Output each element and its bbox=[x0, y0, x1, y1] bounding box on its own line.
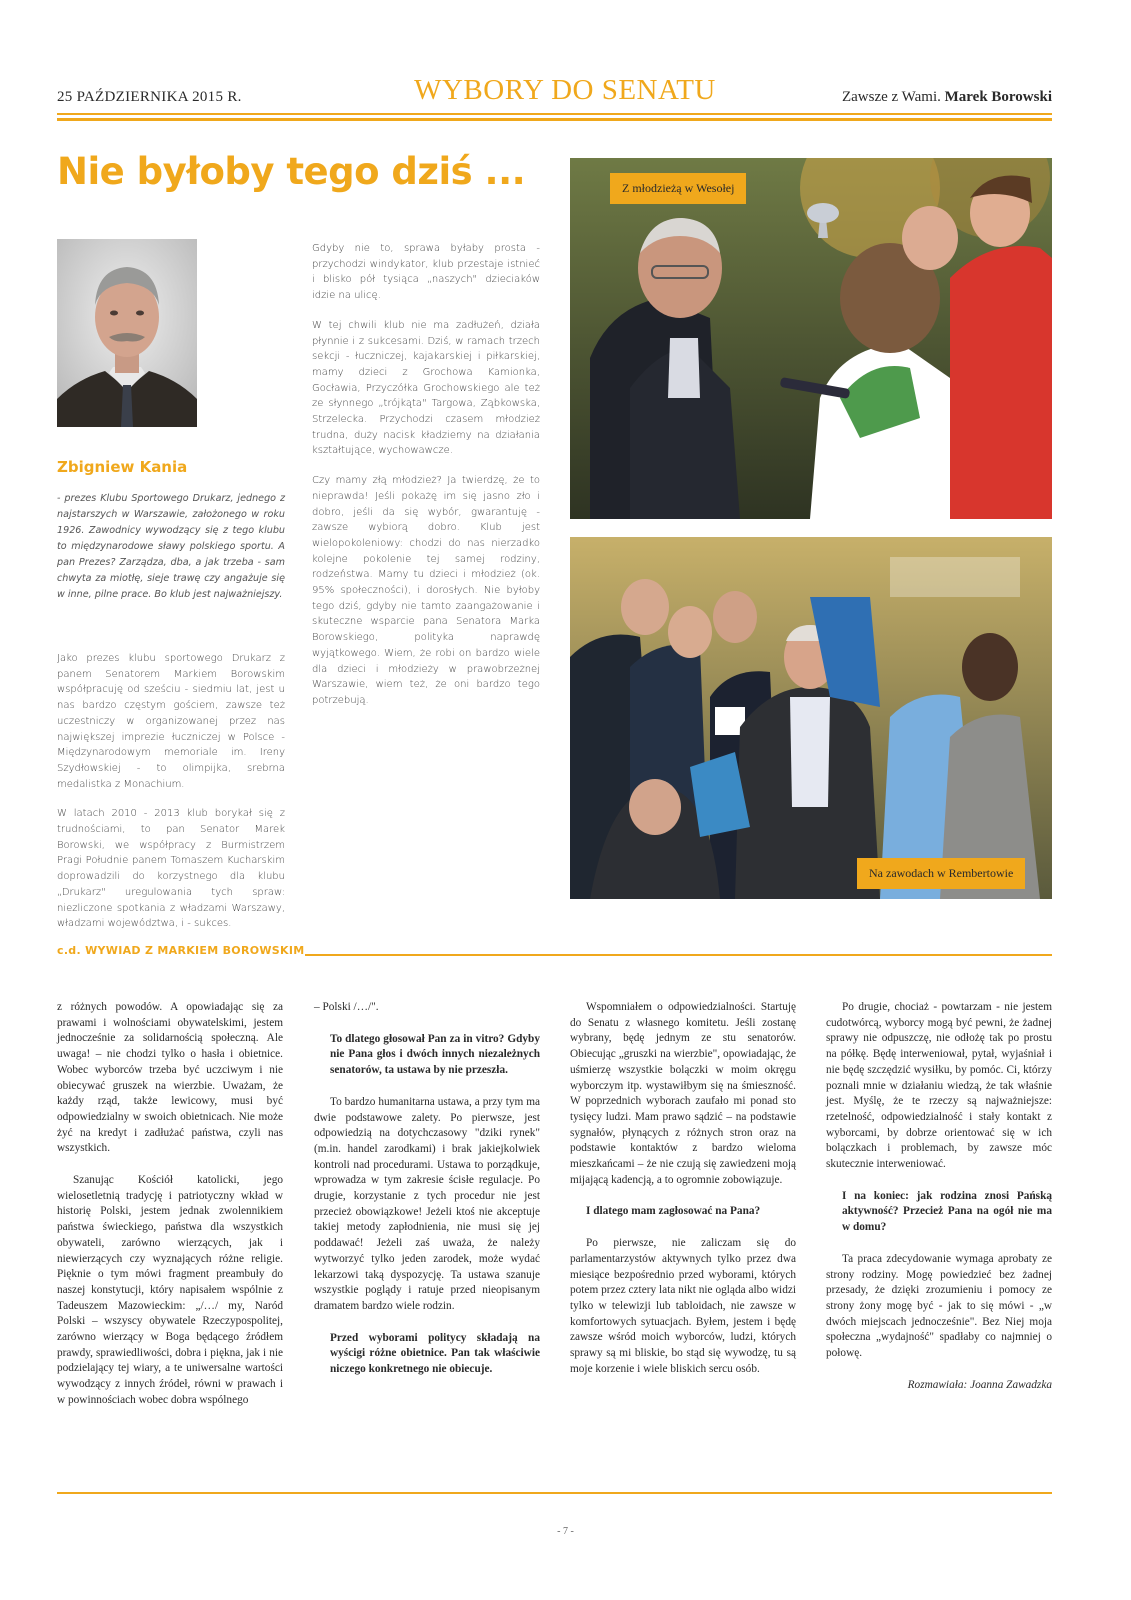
photo-caption-wesola: Z młodzieżą w Wesołej bbox=[610, 173, 746, 204]
interview-question: I na koniec: jak rodzina znosi Pańską aktywność? Przecież Pana na ogół nie ma w domu? bbox=[842, 1189, 1052, 1234]
interview-column-2 bbox=[314, 1000, 540, 1394]
interview-question: I dlatego mam zagłosować na Pana? bbox=[586, 1205, 761, 1218]
footer-rule bbox=[57, 1492, 1052, 1494]
interview-question: Przed wyborami politycy składają na wyścigi różne obietnice. Pan tak właściwie niczego konkretnego nie obiecuje. bbox=[330, 1331, 540, 1376]
article-column-2 bbox=[312, 241, 540, 723]
slogan-name: Marek Borowski bbox=[944, 89, 1052, 105]
paragraph: W tej chwili klub nie ma zadłużeń, działa płynnie i z sukcesami. Dziś, w ramach trzech sekcji - łuczniczej, kajakarskiej i piłkarskiej, mamy dzieci z Grochowa Kamionka, Gocławia, Przyczółka Grochowskiego ale też ze słynnego „trójkąta" Targowa, Ząbkowska, Strzelecka. Przychodzi czasem młodzież trudna, duży nacisk kładziemy na działania kształtujące, wychowawcze. bbox=[312, 319, 540, 457]
paragraph: Szanując Kościół katolicki, jego wielosetletnią tradycję i patriotyczny wkład w historię Polski, jestem jednak zwolennikiem państwa świeckiego, państwa dla wszystkich obywateli, zarówno wierzących, jak i niewierzących czy wyznających różne religie. Pięknie o tym mówi fragment preambuły do naszej konstytucji, który napisałem wspólnie z Tadeuszem Mazowieckim: „/…/ my, Naród Polski – wszyscy obywatele Rzeczypospolitej, zarówno wierzący w Boga będącego źródłem prawdy, sprawiedliwości, dobra i piękna, jak i nie podzielający tej wiary, a te uniwersalne wartości wywodzący z innych źródeł, równi w prawach i w powinnościach wobec dobra wspólnego bbox=[57, 1174, 283, 1406]
paragraph: Jako prezes klubu sportowego Drukarz z panem Senatorem Markiem Borowskim współpracuję od sześciu - siedmiu lat, jest u nas bardzo częstym gościem, zawsze też uczestniczy w organizowanej przez nas największej imprezie łuczniczej w Polsce - Międzynarodowym memoriale im. Ireny Szydłowskiej - to olimpijka, srebrna medalistka z Monachium. bbox=[57, 653, 285, 790]
header-rule-thick bbox=[57, 118, 1052, 121]
paragraph: – Polski /…/". bbox=[314, 1001, 379, 1013]
paragraph: Po pierwsze, nie zaliczam się do parlamentarzystów aktywnych tylko przez dwa miesiące bezpośrednio przed wyborami, których potem przez cztery lata nikt nie ogląda albo widzi tylko w telewizji lub tabloidach, nie zawsze w komfortowych sytuacjach. Byłem, jestem i będę zawsze wśród moich wyborców, ludzi, których sprawy są mi bliskie, bo stąd się wywodzę, tu są moje korzenie i wiele bliskich sercu osób. bbox=[570, 1237, 796, 1375]
article-headline: Nie byłoby tego dziś ... bbox=[57, 150, 526, 193]
interview-column-3 bbox=[570, 1000, 796, 1393]
author-bio: - prezes Klubu Sportowego Drukarz, jednego z najstarszych w Warszawie, założonego w roku 1926. Zawodnicy wywodzący się z tego klubu to międzynarodowe sławy polskiego sportu. A pan Prezes? Zarządza, dba, a jak trzeba - sam chwyta za miotłę, sieje trawę czy angażuje się w inne, pilne prace. Bo klub jest najważniejszy. bbox=[57, 493, 285, 600]
photo-wesola bbox=[570, 158, 1052, 519]
continuation-label: c.d. WYWIAD Z MARKIEM BOROWSKIM bbox=[57, 944, 305, 957]
section-title: WYBORY DO SENATU bbox=[414, 74, 716, 106]
interviewer-signature: Rozmawiała: Joanna Zawadzka bbox=[907, 1378, 1052, 1391]
issue-date: 25 PAŹDZIERNIKA 2015 R. bbox=[57, 89, 242, 105]
page-number: - 7 - bbox=[557, 1526, 574, 1537]
author-name: Zbigniew Kania bbox=[57, 458, 188, 476]
paragraph: Ta praca zdecydowanie wymaga aprobaty ze strony rodziny. Mogę powiedzieć bez żadnej przesady, że dzięki zrozumieniu i pomocy ze strony żony mogę być - jak to się mówi - „w dwóch miejscach jednocześnie". Bez Niej moja społeczna „wydajność" spadłaby co najmniej o połowę. bbox=[826, 1252, 1052, 1360]
slogan-prefix: Zawsze z Wami. bbox=[841, 89, 941, 105]
photo-caption-rembertow: Na zawodach w Rembertowie bbox=[857, 858, 1025, 889]
paragraph: Gdyby nie to, sprawa byłaby prosta - przychodzi windykator, klub przestaje istnieć i blisko pół tysiąca „naszych" dzieciaków idzie na ulicę. bbox=[312, 243, 540, 302]
paragraph: z różnych powodów. A opowiadając się za prawami i wolnościami obywatelskimi, jestem jednocześnie za solidarnością społeczną. Ale uwaga! – nie chodzi tylko o hasła i obietnice. Wobec wyborców trzeba być uczciwym i nie obiecywać gruszek na wierzbie. Uważam, że każdy rząd, także lewicowy, musi być odpowiedzialny w swoich obietnicach. Nie może żyć na kredyt i zadłużać państwa, czyli nas wszystkich. bbox=[57, 1001, 283, 1155]
interview-column-4 bbox=[826, 1000, 1052, 1409]
paragraph: Wspomniałem o odpowiedzialności. Startuję do Senatu z własnego komitetu. Jeśli zostanę wybrany, będę jednym ze stu senatorów. Obiecując „gruszki na wierzbie", opowiadając, że uśmierzę wszystkie bolączki w moim okręgu wyborczym itp. wystawiłbym się na śmieszność. W poprzednich wyborach zaufało mi ponad sto tysięcy ludzi. Mam prawo sądzić – na podstawie sygnałów, płynących z różnych stron oraz na podstawie kontaktów z bardzo wieloma mieszkańcami – że nie czują się zawiedzeni moją mijającą kadencją, a to ogromnie zobowiązuje. bbox=[570, 1001, 796, 1186]
continuation-rule bbox=[305, 954, 1052, 956]
paragraph: Czy mamy złą młodzież? Ja twierdzę, że to nieprawda! Jeśli pokażę im się jasno zło i dobro, jeśli da się wybór, gwarantuję - zawsze wybiorą dobro. Klub jest wielopokoleniowy: chodzi do nas nierzadko kolejne pokolenie tej samej rodziny, rodzeństwa. Mamy tu dzieci i młodzież (ok. 95% społeczności), i dorosłych. Nie byłoby tego dziś, gdyby nie tamto zaangażowanie i skuteczne wsparcie pana Senatora Marka Borowskiego, polityka naprawdę wyjątkowego. Wiem, że robi on bardzo wiele dla dzieci i młodzieży w prawobrzeżnej Warszawie, wiem też, że oni bardzo tego potrzebują. bbox=[312, 475, 540, 706]
paragraph: To bardzo humanitarna ustawa, a przy tym ma dwie podstawowe zalety. Po pierwsze, jest odpowiedzią na dotychczasowy "dziki rynek" (m.in. handel zarodkami) i brak jakiejkolwiek kontroli nad procedurami. Ustawa to porządkuje, wprowadza w tym zakresie ścisłe regulacje. Po drugie, korzystanie z tych procedur nie jest przecież obowiązkowe! Jeżeli ktoś nie akceptuje takiej metody zapłodnienia, nie musi się jej poddawać! Jeżeli zaś uważa, że należy wytworzyć tylko jeden zarodek, może wydać lekarzowi taką dyspozycję. Ta ustawa szanuje wszystkie poglądy i ratuje przed nieopisanym dramatem bardzo wiele rodzin. bbox=[314, 1095, 540, 1312]
paragraph: Po drugie, chociaż - powtarzam - nie jestem cudotwórcą, wyborcy mogą być pewni, że żadnej sprawy nie odpuszczę, nie odłożę tak po prostu na półkę. Będę interweniował, pytał, wyjaśniał i nie będę szczędzić wysiłku, by pomóc. Ci, którzy poznali mnie w działaniu wiedzą, że tak właśnie jest. Myślę, że te rzeczy są najważniejsze: rzetelność, odpowiedzialność i stały kontakt z wyborcami, by dobrze orientować się w ich bolączkach i problemach, by zawsze móc skutecznie interweniować. bbox=[826, 1001, 1052, 1171]
photo-rembertow bbox=[570, 537, 1052, 899]
interview-column-1 bbox=[57, 1000, 283, 1425]
author-portrait bbox=[57, 239, 197, 427]
header-rule-thin bbox=[57, 113, 1052, 115]
slogan bbox=[842, 89, 1052, 106]
paragraph: W latach 2010 - 2013 klub borykał się z trudnościami, to pan Senator Marek Borowski, we współpracy z Burmistrzem Pragi Południe panem Tomaszem Kucharskim doprowadzili do korzystnego dla klubu „Drukarz" uregulowania tych spraw: niezliczone spotkania z władzami Warszawy, władzami województwa, i - sukces. bbox=[57, 808, 285, 930]
article-column-1 bbox=[57, 651, 285, 946]
interview-question: To dlatego głosował Pan za in vitro? Gdyby nie Pana głos i dwóch innych niezależnych senatorów, ta ustawa by nie przeszła. bbox=[330, 1032, 540, 1077]
